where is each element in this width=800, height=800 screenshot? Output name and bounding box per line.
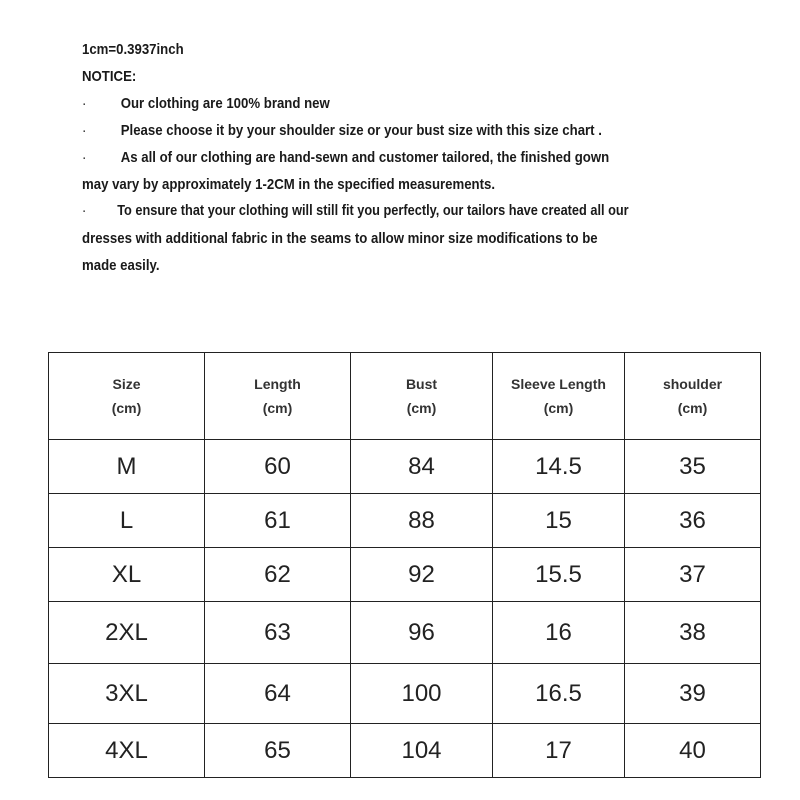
table-cell-sleeve: 16.5 xyxy=(493,664,625,724)
bullet-icon: · xyxy=(82,149,87,166)
table-cell-bust: 104 xyxy=(351,724,493,778)
table-cell-shoulder: 38 xyxy=(625,602,761,664)
table-row xyxy=(49,548,761,602)
table-cell-bust: 100 xyxy=(351,664,493,724)
notice-item xyxy=(82,117,645,144)
table-cell-shoulder: 36 xyxy=(625,494,761,548)
notice-title: NOTICE: xyxy=(82,68,137,85)
table-cell-bust: 92 xyxy=(351,548,493,602)
table-cell-shoulder: 35 xyxy=(625,440,761,494)
table-cell-sleeve: 17 xyxy=(493,724,625,778)
table-cell-sleeve: 14.5 xyxy=(493,440,625,494)
unit-conversion: 1cm=0.3937inch xyxy=(82,41,184,58)
table-cell-shoulder: 39 xyxy=(625,664,761,724)
table-cell-sleeve: 15 xyxy=(493,494,625,548)
notice-text: As all of our clothing are hand-sewn and customer tailored, the finished gown xyxy=(120,149,610,166)
notice-text: may vary by approximately 1-2CM in the specified measurements. xyxy=(82,176,496,193)
table-cell-bust: 84 xyxy=(351,440,493,494)
table-cell-size: 2XL xyxy=(49,602,205,664)
table-row xyxy=(49,664,761,724)
table-cell-length: 60 xyxy=(205,440,351,494)
header-sleeve-length: Sleeve Length (cm) xyxy=(493,353,625,440)
table-cell-length: 62 xyxy=(205,548,351,602)
table-cell-shoulder: 40 xyxy=(625,724,761,778)
notice-item xyxy=(82,90,645,117)
table-cell-sleeve: 16 xyxy=(493,602,625,664)
table-cell-shoulder: 37 xyxy=(625,548,761,602)
notice-item xyxy=(82,198,645,225)
table-row xyxy=(49,440,761,494)
size-chart-table xyxy=(48,352,761,778)
table-cell-bust: 88 xyxy=(351,494,493,548)
header-bust: Bust (cm) xyxy=(351,353,493,440)
notice-text: To ensure that your clothing will still fit you perfectly, our tailors have created all our xyxy=(117,203,629,219)
table-row xyxy=(49,602,761,664)
notice-text: dresses with additional fabric in the seams to allow minor size modifications to be xyxy=(82,230,598,247)
notice-text: Please choose it by your shoulder size or your bust size with this size chart . xyxy=(120,122,602,139)
header-length: Length (cm) xyxy=(205,353,351,440)
table-cell-size: 4XL xyxy=(49,724,205,778)
table-row xyxy=(49,724,761,778)
table-cell-length: 64 xyxy=(205,664,351,724)
table-cell-sleeve: 15.5 xyxy=(493,548,625,602)
notice-item xyxy=(82,144,645,171)
header-shoulder: shoulder (cm) xyxy=(625,353,761,440)
table-cell-size: L xyxy=(49,494,205,548)
bullet-icon: · xyxy=(82,203,87,219)
header-size: Size (cm) xyxy=(49,353,205,440)
notice-section xyxy=(82,36,645,279)
table-header-row xyxy=(49,353,761,440)
table-cell-size: 3XL xyxy=(49,664,205,724)
bullet-icon: · xyxy=(82,95,87,112)
bullet-icon: · xyxy=(82,122,87,139)
notice-text: made easily. xyxy=(82,257,160,274)
table-cell-size: XL xyxy=(49,548,205,602)
table-cell-length: 65 xyxy=(205,724,351,778)
table-cell-bust: 96 xyxy=(351,602,493,664)
table-cell-length: 63 xyxy=(205,602,351,664)
table-cell-size: M xyxy=(49,440,205,494)
notice-text: Our clothing are 100% brand new xyxy=(120,95,330,112)
table-cell-length: 61 xyxy=(205,494,351,548)
table-row xyxy=(49,494,761,548)
